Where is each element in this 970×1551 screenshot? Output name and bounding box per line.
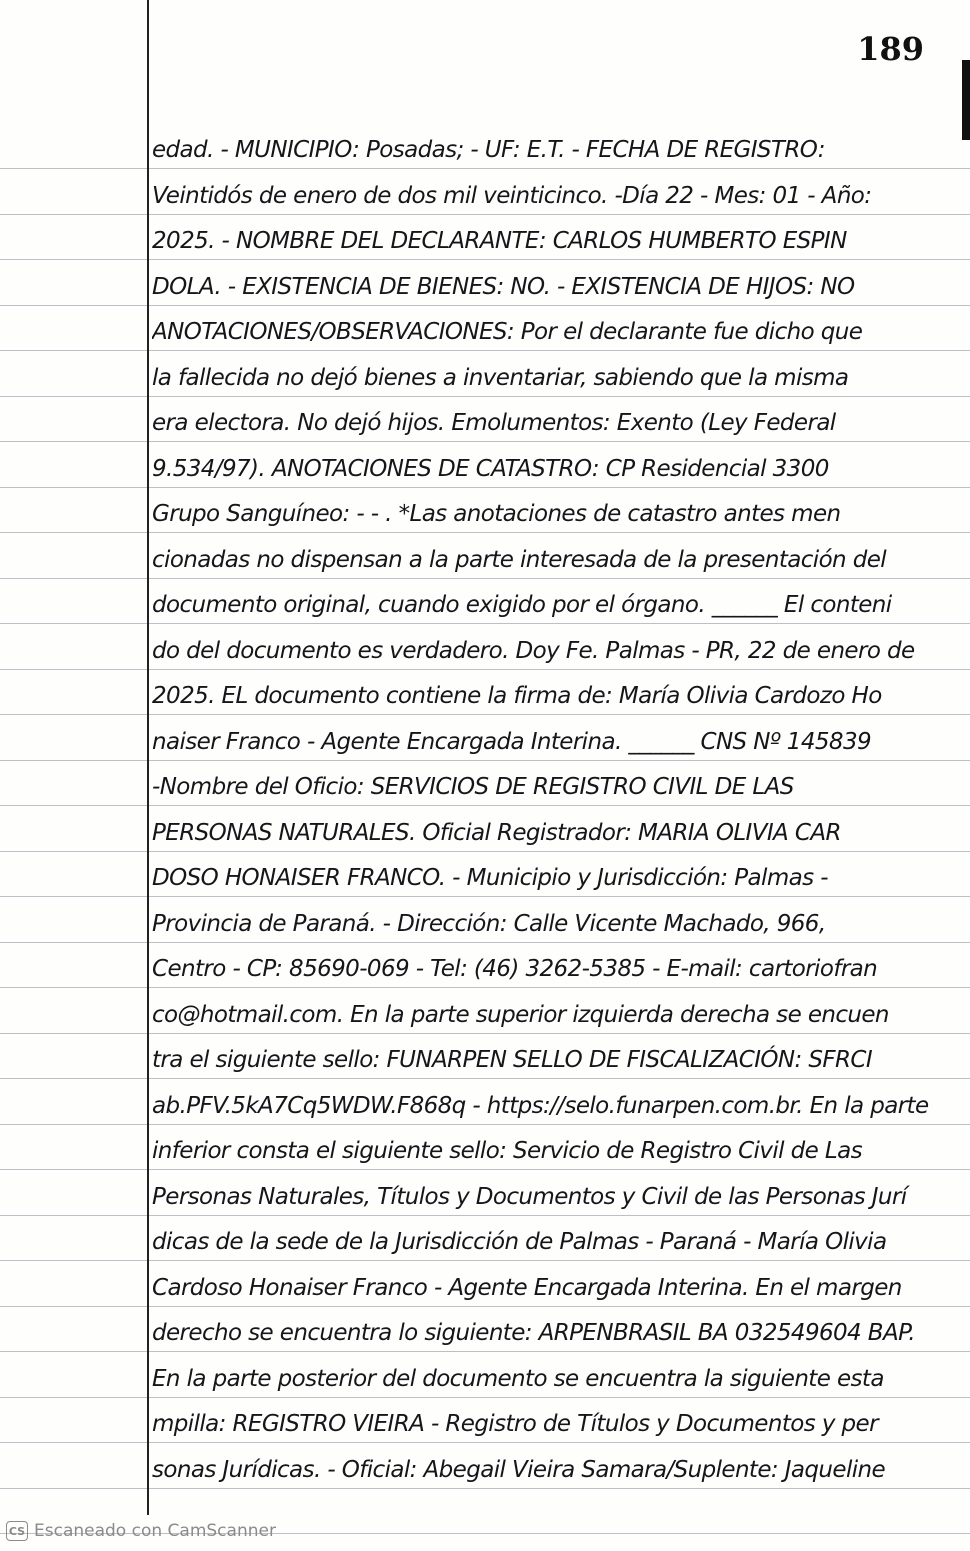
page-number: 189 — [857, 30, 924, 68]
text-line: tra el siguiente sello: FUNARPEN SELLO DE FISCALIZACIÓN: SFRCI — [152, 1047, 873, 1073]
text-line: 9.534/97). ANOTACIONES DE CATASTRO: CP Residencial 3300 — [152, 455, 829, 482]
text-line: do del documento es verdadero. Doy Fe. Palmas - PR, 22 de enero de — [152, 637, 915, 664]
text-line: cionadas no dispensan a la parte interesada de la presentación del — [152, 546, 887, 573]
scanner-watermark — [6, 1519, 276, 1543]
text-line: la fallecida no dejó bienes a inventariar, sabiendo que la misma — [152, 364, 849, 391]
text-line: En la parte posterior del documento se encuentra la siguiente esta — [152, 1365, 884, 1392]
text-line: co@hotmail.com. En la parte superior izquierda derecha se encuen — [152, 1001, 889, 1028]
watermark-text: Escaneado con CamScanner — [34, 1521, 276, 1541]
text-line: naiser Franco - Agente Encargada Interina. ______ CNS Nº 145839 — [152, 728, 872, 755]
text-line: sonas Jurídicas. - Oficial: Abegail Vieira Samara/Suplente: Jaqueline — [152, 1456, 886, 1483]
text-line: Cardoso Honaiser Franco - Agente Encargada Interina. En el margen — [152, 1274, 902, 1301]
text-line: DOLA. - EXISTENCIA DE BIENES: NO. - EXISTENCIA DE HIJOS: NO — [152, 273, 855, 300]
text-line: dicas de la sede de la Jurisdicción de Palmas - Paraná - María Olivia — [152, 1229, 887, 1255]
text-line: era electora. No dejó hijos. Emolumentos: Exento (Ley Federal — [152, 410, 836, 436]
text-line: Centro - CP: 85690-069 - Tel: (46) 3262-5385 - E-mail: cartoriofran — [152, 956, 878, 982]
text-line: edad. - MUNICIPIO: Posadas; - UF: E.T. - FECHA DE REGISTRO: — [152, 137, 825, 163]
text-line: inferior consta el siguiente sello: Servicio de Registro Civil de Las — [152, 1138, 862, 1164]
text-line: Provincia de Paraná. - Dirección: Calle Vicente Machado, 966, — [152, 910, 826, 937]
camscanner-icon: CS — [6, 1521, 28, 1541]
text-line: documento original, cuando exigido por el órgano. ______ El conteni — [152, 592, 892, 618]
text-line: DOSO HONAISER FRANCO. - Municipio y Jurisdicción: Palmas - — [152, 865, 828, 891]
text-line: 2025. - NOMBRE DEL DECLARANTE: CARLOS HUMBERTO ESPIN — [152, 228, 847, 254]
text-line: Personas Naturales, Títulos y Documentos y Civil de las Personas Jurí — [152, 1183, 907, 1210]
text-line: ANOTACIONES/OBSERVACIONES: Por el declarante fue dicho que — [152, 319, 863, 345]
text-line: derecho se encuentra lo siguiente: ARPENBRASIL BA 032549604 BAP. — [152, 1320, 915, 1346]
margin-line — [147, 0, 149, 1515]
text-line: Veintidós de enero de dos mil veinticinco. -Día 22 - Mes: 01 - Año: — [152, 182, 872, 209]
text-line: Grupo Sanguíneo: - - . *Las anotaciones de catastro antes men — [152, 501, 841, 527]
text-line: mpilla: REGISTRO VIEIRA - Registro de Títulos y Documentos y per — [152, 1411, 878, 1437]
text-line: -Nombre del Oficio: SERVICIOS DE REGISTRO CIVIL DE LAS — [152, 774, 794, 800]
text-line: ab.PFV.5kA7Cq5WDW.F868q - https://selo.funarpen.com.br. En la parte — [152, 1092, 929, 1119]
text-line: PERSONAS NATURALES. Oficial Registrador: MARIA OLIVIA CAR — [152, 819, 841, 846]
handwritten-text — [152, 128, 970, 1493]
text-line: 2025. EL documento contiene la firma de: María Olivia Cardozo Ho — [152, 683, 882, 709]
